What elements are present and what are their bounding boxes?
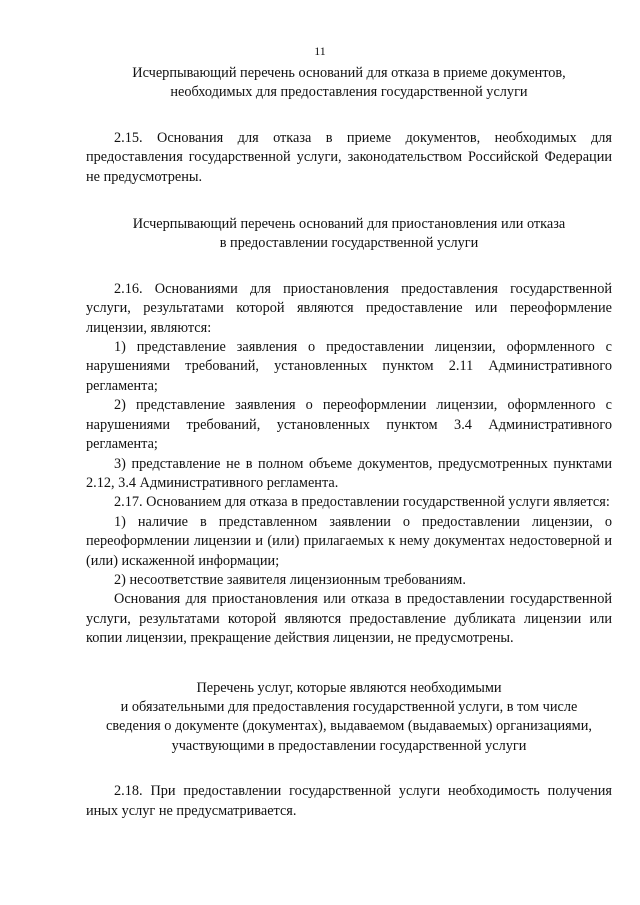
list-item-2-17-1: 1) наличие в представленном заявлении о предоставлении лицензии, о переоформлении лицензии и (или) прилагаемых к нему документах недостоверной и (или) искаженной информации;: [86, 513, 612, 569]
heading-line: Исчерпывающий перечень оснований для отказа в приеме документов,: [132, 65, 566, 81]
page-number: 11: [314, 44, 326, 58]
heading-line: и обязательными для предоставления государственной услуги, в том числе: [120, 698, 578, 715]
section-heading-required-services: [86, 679, 612, 757]
heading-line: в предоставлении государственной услуги: [219, 235, 479, 252]
paragraph-2-16: 2.16. Основаниями для приостановления предоставления государственной услуги, результатами которой являются предоставление или переоформление лицензии, являются:: [86, 280, 612, 336]
section-heading-refusal-documents: [86, 64, 612, 103]
list-item-2-17-2: 2) несоответствие заявителя лицензионным требованиям.: [114, 571, 466, 588]
heading-line: участвующими в предоставлении государственной услуги: [171, 737, 527, 754]
section-heading-suspension-refusal: [86, 215, 612, 254]
paragraph-2-15: 2.15. Основания для отказа в приеме документов, необходимых для предоставления государственной услуги, законодательством Российской Федерации не предусмотрены.: [86, 129, 612, 185]
list-item-2-16-2: 2) представление заявления о переоформлении лицензии, оформленного с нарушениями требований, установленных пунктом 3.4 Административного регламента;: [86, 397, 612, 453]
heading-line: сведения о документе (документах), выдаваемом (выдаваемых) организациями,: [106, 718, 592, 735]
paragraph-no-grounds: Основания для приостановления или отказа в предоставлении государственной услуги, результатами которой являются предоставление дубликата лицензии или копии лицензии, прекращение действия лицензии, не предусмотрены.: [86, 591, 612, 647]
list-item-2-16-1: 1) представление заявления о предоставлении лицензии, оформленного с нарушениями требований, установленных пунктом 2.11 Административного регламента;: [86, 339, 612, 394]
list-item-2-16-3: 3) представление не в полном объеме документов, предусмотренных пунктами 2.12, 3.4 Административного регламента.: [86, 455, 612, 491]
document-body: [86, 64, 612, 821]
heading-line: Перечень услуг, которые являются необходимыми: [196, 679, 502, 696]
paragraph-2-18: 2.18. При предоставлении государственной услуги необходимость получения иных услуг не предусматривается.: [86, 783, 612, 819]
heading-line: Исчерпывающий перечень оснований для приостановления или отказа: [132, 216, 566, 233]
paragraph-2-17: 2.17. Основанием для отказа в предоставлении государственной услуги является:: [114, 494, 610, 511]
heading-line: необходимых для предоставления государственной услуги: [170, 84, 528, 101]
